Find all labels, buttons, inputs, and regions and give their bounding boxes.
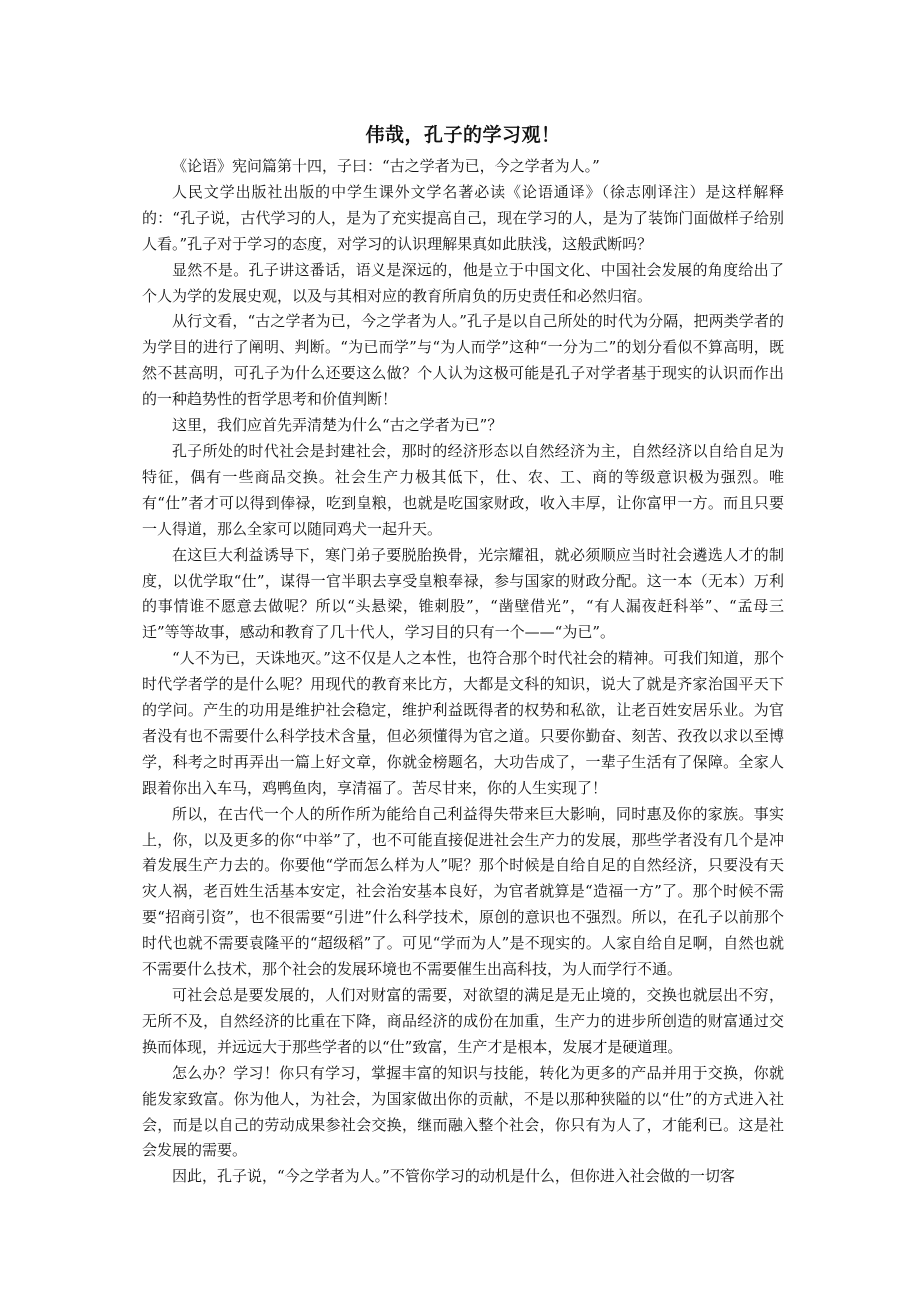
paragraph-8: “人不为已，天诛地灭。”这不仅是人之本性，也符合那个时代社会的精神。可我们知道，那个时代学者学的是什么呢？用现代的教育来比方，大都是文科的知识，说大了就是齐家治国平天下的学问。产生的功用是维护社会稳定，维护利益既得者的权势和私欲，让老百姓安居乐业。为官者没有也不需要什么科学技术含量，但必须懂得为官之道。只要你勤奋、刻苦、孜孜以求以至博学，科考之时再弄出一篇上好文章，你就金榜题名，大功告成了，一辈子生活有了保障。全家人跟着你出入车马，鸡鸭鱼肉，享清福了。苦尽甘来，你的人生实现了！ [142,649,784,797]
paragraph-1: 《论语》宪问篇第十四，子曰：“古之学者为已，今之学者为人。” [172,157,600,175]
document-title: 伟哉，孔子的学习观！ [365,124,561,146]
paragraph-3: 显然不是。孔子讲这番话，语义是深远的，他是立于中国文化、中国社会发展的角度给出了个人为学的发展史观，以及与其相对应的教育所肩负的历史责任和必然归宿。 [142,260,784,305]
paragraph-4: 从行文看，“古之学者为已，今之学者为人。”孔子是以自己所处的时代为分隔，把两类学者的为学目的进行了阐明、判断。“为已而学”与“为人而学”这种“一分为二”的划分看似不算高明，既然不甚高明，可孔子为什么还要这么做？个人认为这极可能是孔子对学者基于现实的认识而作出的一种趋势性的哲学思考和价值判断！ [142,312,784,409]
paragraph-5: 这里，我们应首先弄清楚为什么“古之学者为已”？ [172,416,503,435]
paragraph-9: 所以，在古代一个人的所作所为能给自己利益得失带来巨大影响，同时惠及你的家族。事实上，你，以及更多的你“中举”了，也不可能直接促进社会生产力的发展，那些学者没有几个是冲着发展生产力去的。你要他“学而怎么样为人”呢？那个时候是自给自足的自然经济，只要没有天灾人祸，老百姓生活基本安定，社会治安基本良好，为官者就算是“造福一方”了。那个时候不需要“招商引资”，也不很需要“引进”什么科学技术，原创的意识也不强烈。所以，在孔子以前那个时代也就不需要袁隆平的“超级稻”了。可见“学而为人”是不现实的。人家自给自足啊，自然也就不需要什么技术，那个社会的发展环境也不需要催生出高科技，为人而学行不通。 [142,804,784,979]
document-page [142,118,784,1190]
paragraph-12: 因此，孔子说，“今之学者为人。”不管你学习的动机是什么，但你进入社会做的一切客 [172,1167,735,1186]
paragraph-2: 人民文学出版社出版的中学生课外文学名著必读《论语通译》（徐志刚译注）是这样解释的：“孔子说，古代学习的人，是为了充实提高自己，现在学习的人，是为了装饰门面做样子给别人看。”孔子对于学习的态度，对学习的认识理解果真如此肤浅，这般武断吗？ [142,182,784,253]
paragraph-7: 在这巨大利益诱导下，寒门弟子要脱胎换骨，光宗耀祖，就必须顺应当时社会遴选人才的制度，以优学取“仕”，谋得一官半职去享受皇粮奉禄，参与国家的财政分配。这一本（无本）万利的事情谁不愿意去做呢？所以“头悬梁，锥刺股”，“凿壁借光”，“有人漏夜赶科举”、“孟母三迁”等等故事，感动和教育了几十代人，学习目的只有一个——“为已”。 [142,545,784,642]
paragraph-6: 孔子所处的时代社会是封建社会，那时的经济形态以自然经济为主，自然经济以自给自足为特征，偶有一些商品交换。社会生产力极其低下，仕、农、工、商的等级意识极为强烈。唯有“仕”者才可以得到俸禄，吃到皇粮，也就是吃国家财政，收入丰厚，让你富甲一方。而且只要一人得道，那么全家可以随同鸡犬一起升天。 [142,441,784,538]
paragraph-11: 怎么办？学习！你只有学习，掌握丰富的知识与技能，转化为更多的产品并用于交换，你就能发家致富。你为他人，为社会，为国家做出你的贡献，不是以那种狭隘的以“仕”的方式进入社会，而是以自己的劳动成果参社会交换，继而融入整个社会，你只有为人了，才能利已。这是社会发展的需要。 [142,1063,784,1160]
paragraph-10: 可社会总是要发展的，人们对财富的需要，对欲望的满足是无止境的，交换也就层出不穷，无所不及，自然经济的比重在下降，商品经济的成份在加重，生产力的进步所创造的财富通过交换而体现，并远远大于那些学者的以“仕”致富，生产才是根本，发展才是硬道理。 [142,986,784,1056]
